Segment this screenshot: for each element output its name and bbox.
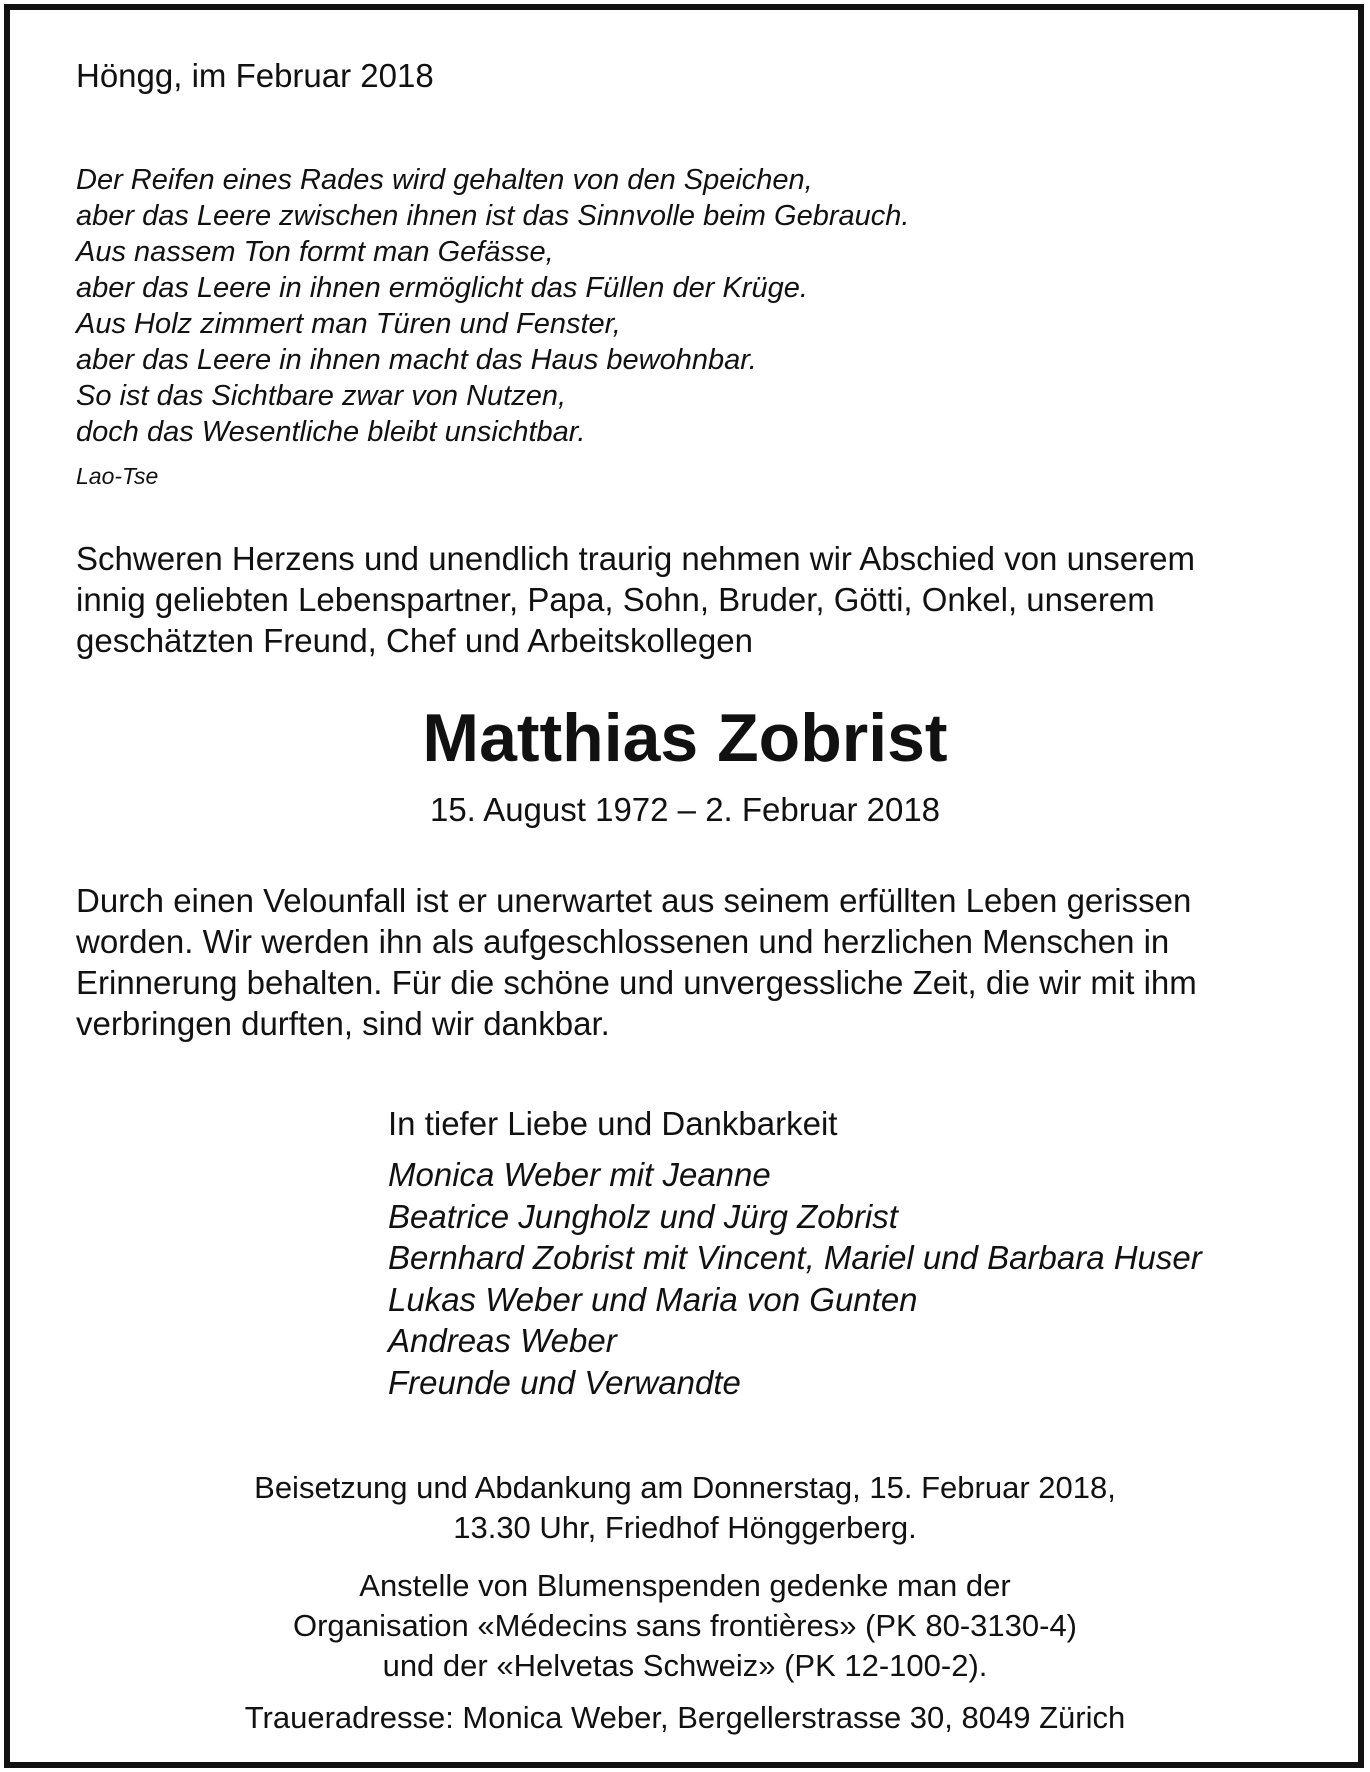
donation-request [0, 1566, 1370, 1686]
mourner-entry: Beatrice Jungholz und Jürg Zobrist [388, 1197, 898, 1235]
intro-line: Schweren Herzens und unendlich traurig nehmen wir Abschied von unserem [76, 540, 1195, 577]
poem-author: Lao-Tse [76, 463, 159, 489]
service-details [0, 1468, 1370, 1548]
tribute-line: Erinnerung behalten. Für die schöne und unvergessliche Zeit, die wir mit ihm [76, 964, 1197, 1001]
tribute-line: verbringen durften, sind wir dankbar. [76, 1005, 610, 1042]
poem-line: aber das Leere zwischen ihnen ist das Sinnvolle beim Gebrauch. [76, 200, 910, 232]
deceased-name: Matthias Zobrist [422, 700, 948, 776]
tribute-line: worden. Wir werden ihn als aufgeschlossenen und herzlichen Menschen in [76, 923, 1170, 960]
poem-line: Der Reifen eines Rades wird gehalten von den Speichen, [76, 164, 813, 196]
poem-line: Aus nassem Ton formt man Gefässe, [76, 236, 554, 268]
mourner-entry: Bernhard Zobrist mit Vincent, Mariel und Barbara Huser [388, 1239, 1202, 1276]
poem-line: aber das Leere in ihnen ermöglicht das Füllen der Krüge. [76, 272, 808, 304]
mourners-list [388, 1154, 1202, 1403]
mourner-entry: Monica Weber mit Jeanne [388, 1156, 771, 1193]
poem-line: doch das Wesentliche bleibt unsichtbar. [76, 416, 586, 448]
mourning-address: Traueradresse: Monica Weber, Bergellerstrasse 30, 8049 Zürich [244, 1700, 1126, 1735]
donation-line: Anstelle von Blumenspenden gedenke man der [359, 1568, 1011, 1603]
tribute-paragraph [76, 880, 1197, 1044]
life-dates: 15. August 1972 – 2. Februar 2018 [429, 791, 941, 828]
mourner-entry: Andreas Weber [388, 1322, 617, 1359]
donation-line: Organisation «Médecins sans frontières» (PK 80-3130-4) [292, 1608, 1078, 1643]
intro-line: innig geliebten Lebenspartner, Papa, Sohn, Bruder, Götti, Onkel, unserem [76, 581, 1155, 618]
donation-line: und der «Helvetas Schweiz» (PK 12-100-2). [382, 1648, 988, 1683]
poem-line: So ist das Sichtbare zwar von Nutzen, [76, 380, 567, 412]
mourner-entry: Freunde und Verwandte [388, 1363, 741, 1401]
poem-line: Aus Holz zimmert man Türen und Fenster, [76, 308, 621, 340]
closing-phrase: In tiefer Liebe und Dankbarkeit [388, 1105, 838, 1142]
service-line: 13.30 Uhr, Friedhof Hönggerberg. [453, 1510, 917, 1545]
mourner-entry: Lukas Weber und Maria von Gunten [388, 1280, 918, 1318]
poem-quote [76, 162, 909, 450]
intro-line: geschätzten Freund, Chef und Arbeitskollegen [76, 622, 753, 659]
service-line: Beisetzung und Abdankung am Donnerstag, 15. Februar 2018, [254, 1470, 1116, 1505]
place-date: Höngg, im Februar 2018 [76, 57, 434, 94]
poem-line: aber das Leere in ihnen macht das Haus bewohnbar. [76, 344, 757, 376]
intro-paragraph [76, 538, 1316, 661]
tribute-line: Durch einen Velounfall ist er unerwartet aus seinem erfüllten Leben gerissen [76, 882, 1192, 919]
